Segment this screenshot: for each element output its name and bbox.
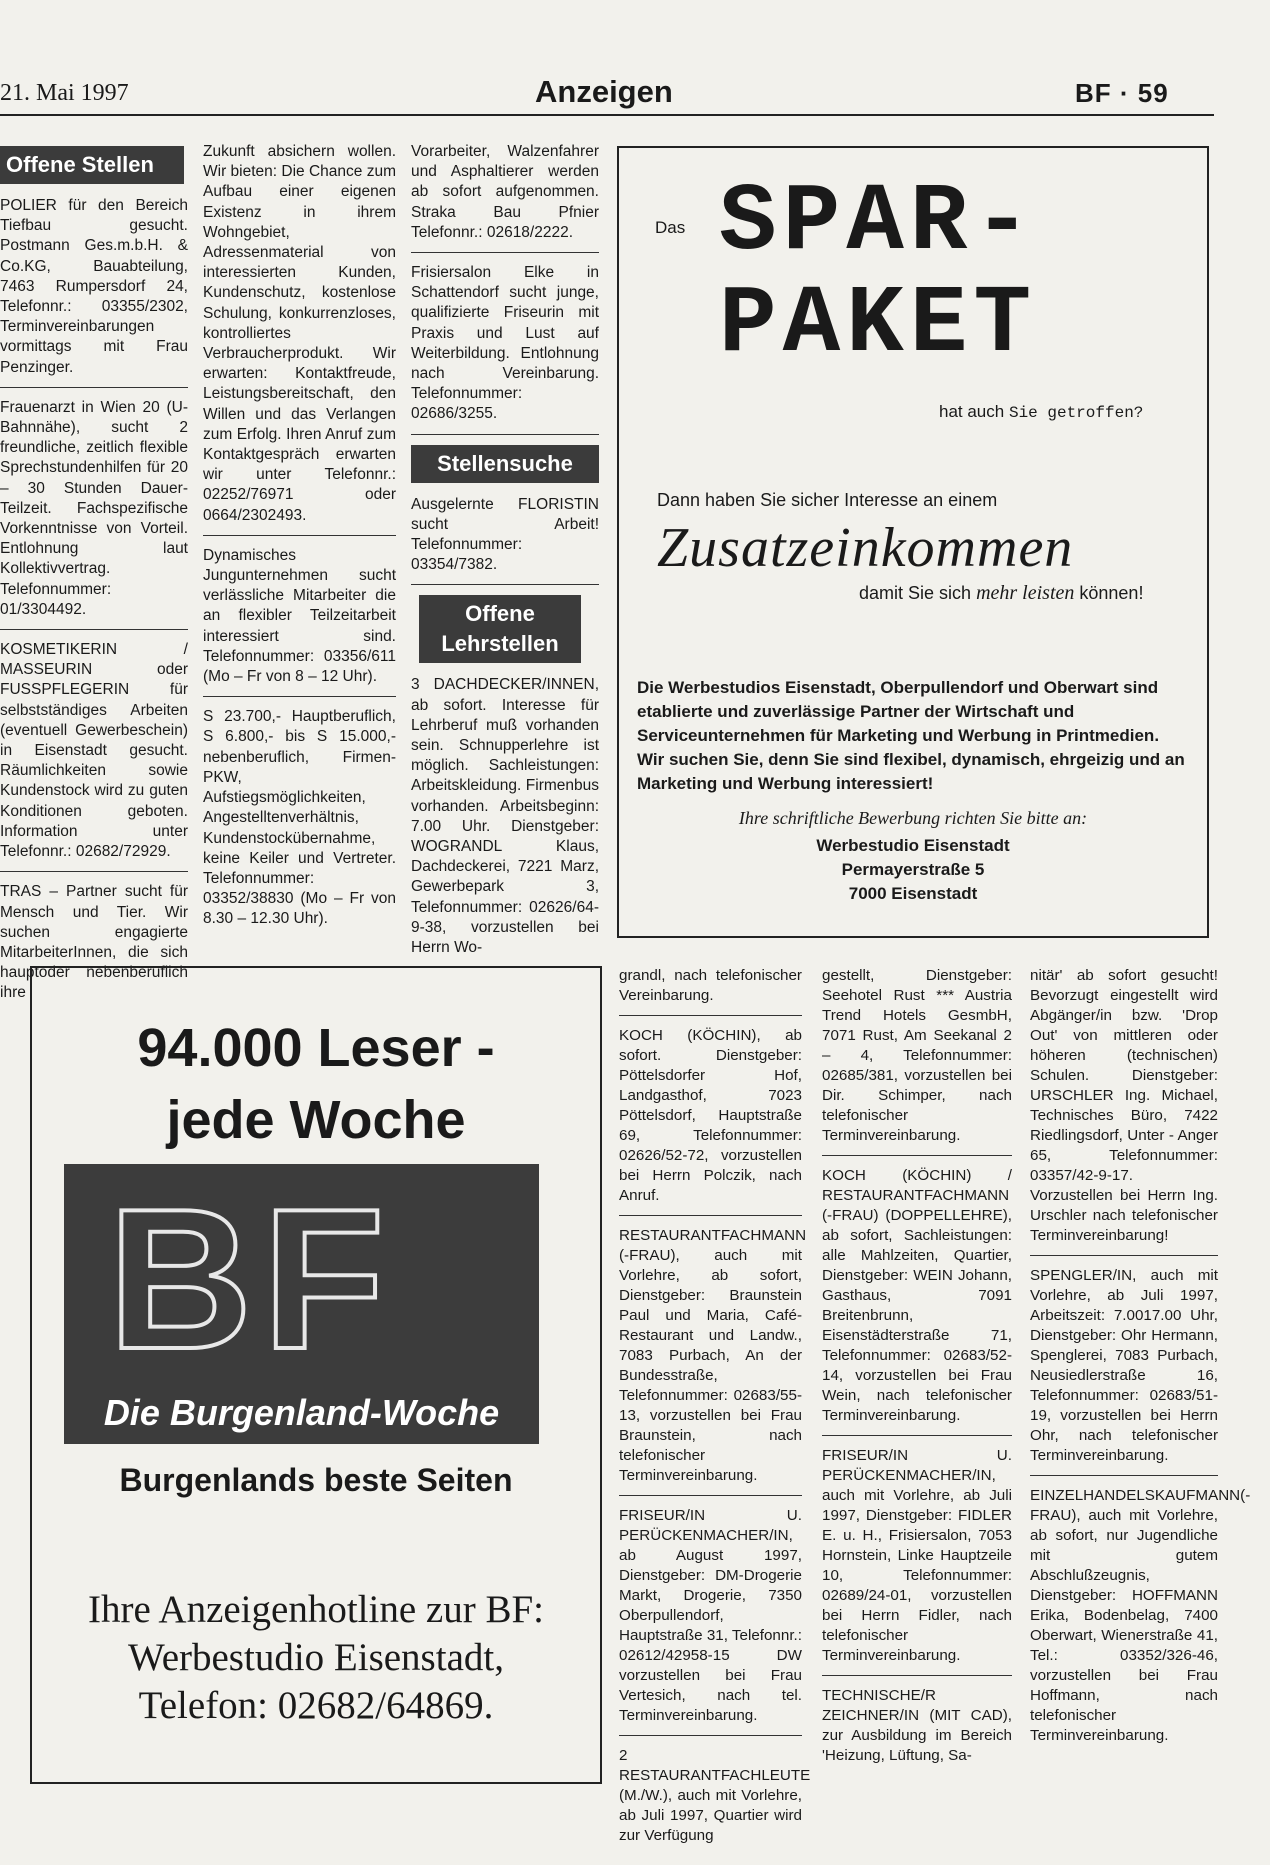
bf-readership bbox=[32, 1012, 600, 1156]
classified-ad: KOSMETIKERIN / MASSEURIN oder FUSSPFLEGERIN für selbstständiges Arbeiten (eventuell Gewerbeschein) in Eisenstadt gesucht. Räumlichkeiten sowie Kundenstock wird zu guten Konditionen geboten. Information unter Telefonnr.: 02682/72929. bbox=[0, 640, 188, 872]
column-1 bbox=[0, 146, 188, 1023]
bf-slogan: Burgenlands beste Seiten bbox=[119, 1462, 513, 1498]
spar-address bbox=[619, 834, 1207, 906]
classified-ad: Frauenarzt in Wien 20 (U-Bahnnähe), sucht 2 freundliche, zeitlich flexible Sprechstundenhilfen für 20 – 30 Stunden Dauer-Teilzeit. Fachspezifische Vorkenntnisse von Vorteil. Entlohnung laut Kollektivvertrag. Telefonnummer: 01/3304492. bbox=[0, 398, 188, 630]
bf-logo-box bbox=[64, 1164, 539, 1444]
bf-hotline bbox=[32, 1586, 600, 1730]
classified-ad: grandl, nach telefonischer Vereinbarung. bbox=[619, 966, 802, 1016]
classified-ad: EINZELHANDELSKAUFMANN(-FRAU), auch mit Vorlehre, ab sofort, nur Jugendliche mit gutem Abschlußzeugnis, Dienstgeber: HOFFMANN Erika, Bodenbelag, 7400 Oberwart, Wienerstraße 41, Tel.: 03352/326-46, vorzustellen bei Frau Hoffmann, nach telefonischer Terminvereinbarung. bbox=[1030, 1487, 1251, 1744]
bf-hotline-line3: Telefon: 02682/64869. bbox=[138, 1684, 494, 1727]
classified-ad: KOCH (KÖCHIN) / RESTAURANTFACHMANN (-FRAU) (DOPPELLEHRE), ab sofort, Sachleistungen: alle Mahlzeiten, Quartier, Dienstgeber: WEIN Johann, Gasthaus, 7091 Breitenbrunn, Eisenstädterstraße 71, Telefonnummer: 02683/52-14, vorzustellen bei Frau Wein, nach telefonischer Terminvereinbarung. bbox=[822, 1166, 1012, 1436]
classified-ad: SPENGLER/IN, auch mit Vorlehre, ab Juli 1997, Arbeitszeit: 7.0017.00 Uhr, Dienstgeber: Ohr Hermann, Spenglerei, 7083 Purbach, Neusiedlerstraße 16, Telefonnummer: 02683/51-19, vorzustellen bei Herrn Ohr, nach telefonischer Terminvereinbarung. bbox=[1030, 1266, 1218, 1476]
classified-ad: nitär' ab sofort gesucht! Bevorzugt eingestellt wird Abgänger/in bzw. 'Drop Out' von mittleren oder höheren (technischen) Schulen. Dienstgeber: URSCHLER Ing. Michael, Technisches Büro, 7422 Riedlingsdorf, Unter - Anger 65, Telefonnummer: 03357/42-9-17. Vorzustellen bei Herrn Ing. Urschler nach telefonischer Terminvereinbarung! bbox=[1030, 966, 1218, 1256]
heading-offene-stellen: Offene Stellen bbox=[0, 146, 184, 184]
classified-ad: FRISEUR/IN U. PERÜCKENMACHER/IN, ab August 1997, Dienstgeber: DM-Drogerie Markt, Drogerie, 7350 Oberpullendorf, Hauptstraße 31, Telefonnr.: 02612/42958-15 DW vorzustellen bei Frau Vertesich, nach tel. Terminvereinbarung. bbox=[619, 1506, 802, 1736]
classified-ad: RESTAURANTFACHMANN (-FRAU), auch mit Vorlehre, ab sofort, Dienstgeber: Braunstein Paul und Maria, Café-Restaurant und Landw., 7083 Purbach, An der Bundesstraße, Telefonnummer: 02683/55-13, vorzustellen bei Frau Braunstein, nach telefonischer Terminvereinbarung. bbox=[619, 1226, 802, 1496]
classified-ad: FRISEUR/IN U. PERÜCKENMACHER/IN, auch mit Vorlehre, ab Juli 1997, Dienstgeber: FIDLER E. u. H., Frisiersalon, 7053 Hornstein, Linke Hauptzeile 10, Telefonnummer: 02689/24-01, vorzustellen bei Herrn Fidler, nach telefonischer Terminvereinbarung. bbox=[822, 1446, 1012, 1676]
classified-ad: 3 DACHDECKER/INNEN, ab sofort. Interesse für Lehrberuf muß vorhanden sein. Schnupperlehre ist möglich. Sachleistungen: Arbeitskleidung. Firmenbus vorhanden. Arbeitsbeginn: 7.00 Uhr. Dienstgeber: WOGRANDL Klaus, Dachdeckerei, 7221 Marz, Gewerbepark 3, Telefonnummer: 02626/64-9-38, vorzustellen bei Herrn Wo- bbox=[411, 676, 599, 957]
bf-promo-advert bbox=[30, 966, 602, 1784]
bf-hotline-line2: Werbestudio Eisenstadt, bbox=[128, 1636, 504, 1679]
classified-ad: S 23.700,- Hauptberuflich, S 6.800,- bis S 15.000,- nebenberuflich, Firmen-PKW, Aufstiegsmöglichkeiten, Angestelltenverhältnis, Kundenstockübernahme, keine Keiler und Vertreter. Telefonnummer: 03352/38830 (Mo – Fr von 8.30 – 12.30 Uhr). bbox=[203, 708, 396, 928]
page-number: BF · 59 bbox=[1075, 78, 1169, 108]
heading-stellensuche: Stellensuche bbox=[411, 445, 599, 483]
column-2 bbox=[203, 142, 396, 949]
spar-mehr-a: damit Sie sich bbox=[859, 583, 972, 603]
classified-ad: POLIER für den Bereich Tiefbau gesucht. Postmann Ges.m.b.H. & Co.KG, Bauabteilung, 7463 Rumpersdorf 24, Telefonnr.: 03355/2302, Terminvereinbarungen vormittags mit Frau Penzinger. bbox=[0, 196, 188, 388]
spar-address-line1: Werbestudio Eisenstadt bbox=[816, 836, 1010, 855]
classified-ad: Dynamisches Jungunternehmen sucht verlässliche Mitarbeiter die an flexibler Teilzeitarbeit interessiert sind. Telefonnummer: 03356/611 (Mo – Fr von 8 – 12 Uhr). bbox=[203, 546, 396, 697]
classified-ad: Frisiersalon Elke in Schattendorf sucht junge, qualifizierte Friseurin mit Praxis und Lust auf Weiterbildung. Entlohnung nach Vereinbarung. Telefonnummer: 02686/3255. bbox=[411, 263, 599, 435]
classified-ad: KOCH (KÖCHIN), ab sofort. Dienstgeber: Pöttelsdorfer Hof, Landgasthof, 7023 Pöttelsdorf, Hauptstraße 69, Telefonnummer: 02626/52-72, vorzustellen bei Herrn Polczik, nach Anruf. bbox=[619, 1026, 802, 1216]
bf-logo: BF bbox=[108, 1168, 395, 1391]
issue-date: 21. Mai 1997 bbox=[0, 80, 129, 106]
spar-interest-line: Dann haben Sie sicher Interesse an einem bbox=[657, 490, 998, 510]
bf-paper-name: Die Burgenland-Woche bbox=[103, 1392, 500, 1433]
spar-subtitle-a: hat auch bbox=[939, 402, 1005, 421]
spar-das: Das bbox=[655, 218, 686, 237]
spar-body-2: Wir suchen Sie, denn Sie sind flexibel, dynamisch, ehrgeizig und an Marketing und Werbung interessiert! bbox=[637, 750, 1185, 793]
classified-ad: gestellt, Dienstgeber: Seehotel Rust *** Austria Trend Hotels GesmbH, 7071 Rust, Am Seekanal 2 – 4, Telefonnummer: 02685/381, vorzustellen bei Dir. Schimper, nach telefonischer Terminvereinbarung. bbox=[822, 966, 1012, 1156]
spar-title-line1: SPAR- bbox=[719, 168, 1038, 277]
bf-lead-line2: jede Woche bbox=[166, 1090, 466, 1150]
classified-ad: Ausgelernte FLORISTIN sucht Arbeit! Telefonnummer: 03354/7382. bbox=[411, 495, 599, 586]
heading-offene-lehrstellen: Offene Lehrstellen bbox=[419, 595, 581, 663]
classified-ad: TECHNISCHE/R ZEICHNER/IN (MIT CAD), zur Ausbildung im Bereich 'Heizung, Lüftung, Sa- bbox=[822, 1687, 1012, 1764]
spar-paket-advert bbox=[617, 146, 1209, 938]
bf-hotline-line1: Ihre Anzeigenhotline zur BF: bbox=[88, 1588, 544, 1631]
spar-body-1: Die Werbestudios Eisenstadt, Oberpullendorf und Oberwart sind etablierte und zuverlässige Partner der Wirtschaft und Serviceunternehmen für Marketing und Werbung in Printmedien. bbox=[637, 678, 1160, 745]
bf-lead-line1: 94.000 Leser - bbox=[137, 1018, 495, 1078]
column-3 bbox=[411, 142, 599, 977]
classified-ad: TRAS – Partner sucht für Mensch und Tier. Wir suchen engagierte MitarbeiterInnen, die sich hauptoder nebenberuflich ihre bbox=[0, 883, 188, 1002]
header-rule bbox=[0, 114, 1214, 116]
spar-mehr-leisten bbox=[859, 582, 1143, 605]
spar-mehr-b: mehr leisten bbox=[976, 582, 1075, 604]
column-5 bbox=[822, 966, 1012, 1785]
spar-body-text bbox=[637, 676, 1199, 796]
spar-mehr-c: können! bbox=[1079, 583, 1144, 603]
column-4 bbox=[619, 966, 811, 1865]
section-title: Anzeigen bbox=[535, 74, 673, 109]
spar-title-line2: PAKET bbox=[719, 270, 1038, 379]
spar-address-line3: 7000 Eisenstadt bbox=[848, 884, 978, 903]
classified-ad: Vorarbeiter, Walzenfahrer und Asphaltierer werden ab sofort aufgenommen. Straka Bau Pfnier Telefonnr.: 02618/2222. bbox=[411, 142, 599, 253]
spar-subtitle-b: Sie getroffen? bbox=[1008, 404, 1144, 422]
classified-ad: Zukunft absichern wollen. Wir bieten: Die Chance zum Aufbau einer eigenen Existenz in ihrem Wohngebiet, Adressenmaterial von interessierten Kunden, Kundenschutz, kostenlose Schulung, konkurrenzloses, kontrolliertes Verbraucherprodukt. Wir erwarten: Kontaktfreude, Leistungsbereitschaft, den Willen und das Verlangen zum Erfolg. Ihren Anruf zum Kontaktgespräch erwarten wir unter Telefonnr.: 02252/76971 oder 0664/2302493. bbox=[203, 142, 396, 536]
spar-application-note: Ihre schriftliche Bewerbung richten Sie bitte an: bbox=[738, 808, 1088, 828]
spar-address-line2: Permayerstraße 5 bbox=[841, 860, 985, 879]
classified-ad: 2 RESTAURANTFACHLEUTE (M./W.), auch mit Vorlehre, ab Juli 1997, Quartier wird zur Verfügung bbox=[619, 1747, 811, 1844]
spar-zusatzeinkommen: Zusatzeinkommen bbox=[657, 517, 1074, 579]
spar-subtitle bbox=[939, 402, 1143, 422]
column-6 bbox=[1030, 966, 1251, 1765]
